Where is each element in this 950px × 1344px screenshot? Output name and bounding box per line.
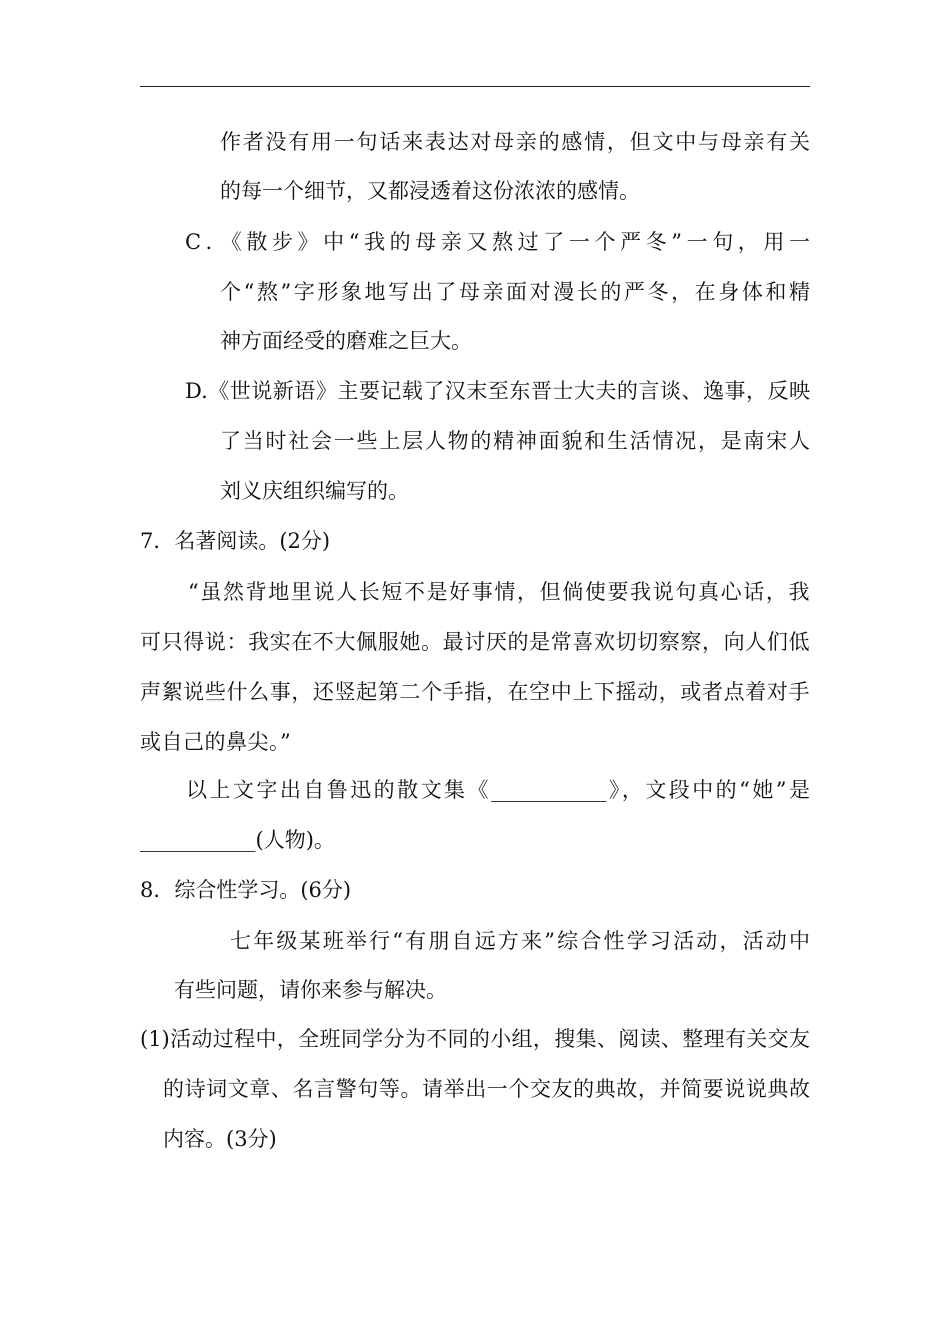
text-line: 的每一个细节，又都浸透着这份浓浓的感情。 — [220, 179, 640, 203]
intro-line: 七年级某班举行“有朋自远方来”综合性学习活动，活动中 — [230, 929, 810, 953]
text-line: 个“熬”字形象地写出了母亲面对漫长的严冬，在身体和精 — [220, 280, 810, 304]
text-line: 作者没有用一句话来表达对母亲的感情，但文中与母亲有关 — [220, 130, 810, 154]
question-heading: 8．综合性学习。(6分) — [140, 878, 352, 902]
question-heading: 7．名著阅读。(2分) — [140, 529, 331, 553]
text-line: 刘义庆组织编写的。 — [220, 479, 409, 503]
sub-question-line: 内容。(3分) — [163, 1127, 277, 1151]
header-rule — [140, 86, 810, 87]
text-line: 神方面经受的磨难之巨大。 — [220, 329, 472, 353]
text-line: 了当时社会一些上层人物的精神面貌和生活情况，是南宋人 — [220, 429, 810, 453]
sub-question-line: 的诗词文章、名言警句等。请举出一个交友的典故，并简要说说典故 — [163, 1077, 810, 1101]
intro-line: 有些问题，请你来参与解决。 — [174, 978, 447, 1002]
quote-line: 声絮说些什么事，还竖起第二个手指，在空中上下摇动，或者点着对手 — [140, 680, 810, 704]
text-line: C．《散步》中“我的母亲又熬过了一个严冬”一句，用一 — [185, 230, 810, 254]
text-line: D.《世说新语》主要记载了汉末至东晋士大夫的言谈、逸事，反映 — [185, 379, 810, 403]
fill-in-line: ___________(人物)。 — [140, 828, 335, 852]
quote-line: 或自己的鼻尖。” — [140, 730, 292, 754]
sub-question-line: (1)活动过程中，全班同学分为不同的小组，搜集、阅读、整理有关交友 — [140, 1027, 810, 1051]
fill-in-line: 以上文字出自鲁迅的散文集《___________》，文段中的“她”是 — [186, 778, 810, 802]
quote-line: 可只得说：我实在不大佩服她。最讨厌的是常喜欢切切察察，向人们低 — [140, 630, 810, 654]
quote-line: “虽然背地里说人长短不是好事情，但倘使要我说句真心话，我 — [188, 580, 810, 604]
